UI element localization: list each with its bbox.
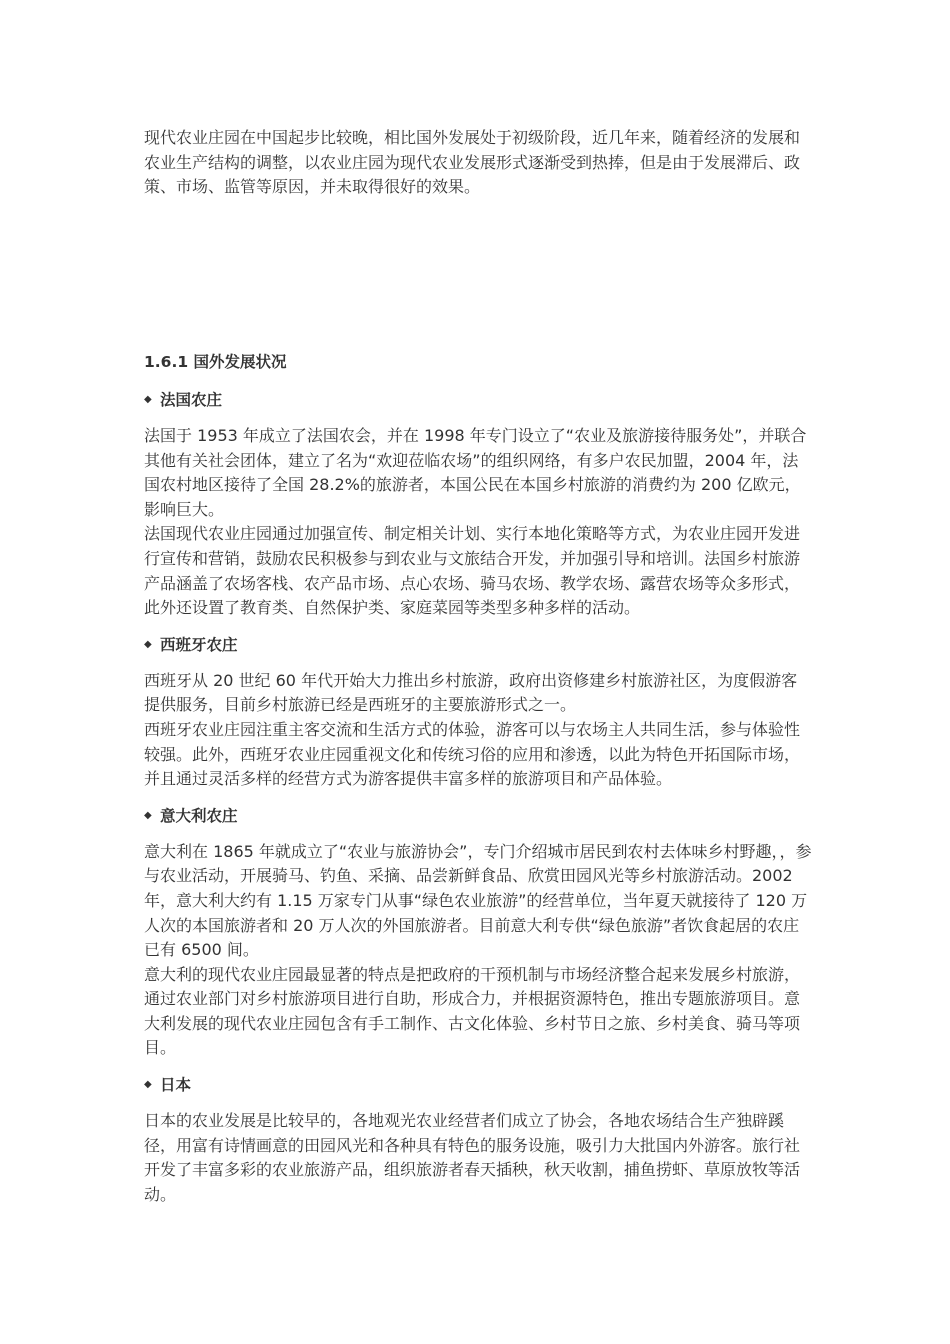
subsection-heading-spain: [144, 633, 812, 657]
paragraph: 西班牙农业庄园注重主客交流和生活方式的体验，游客可以与农场主人共同生活，参与体验性较强。此外，西班牙农业庄园重视文化和传统习俗的应用和渗透，以此为特色开拓国际市场，并且通过灵活多样的经营方式为游客提供丰富多样的旅游项目和产品体验。: [144, 719, 801, 789]
intro-paragraph: 现代农业庄园在中国起步比较晚，相比国外发展处于初级阶段，近几年来，随着经济的发展和农业生产结构的调整，以农业庄园为现代农业发展形式逐渐受到热捧，但是由于发展滞后、政策、市场、监管等原因，并未取得很好的效果。: [144, 128, 801, 197]
diamond-bullet-icon: ◆: [144, 809, 152, 821]
subsection-title: 意大利农庄: [160, 806, 238, 825]
subsection-title: 日本: [160, 1076, 192, 1095]
subsection-heading-japan: [144, 1073, 812, 1097]
section-japan: [144, 1073, 812, 1207]
subsection-heading-france: [144, 388, 812, 412]
paragraph: 西班牙从 20 世纪 60 年代开始大力推出乡村旅游，政府出资修建乡村旅游社区，为度假游客提供服务，目前乡村旅游已经是西班牙的主要旅游形式之一。: [144, 670, 798, 715]
diamond-bullet-icon: ◆: [144, 1079, 152, 1091]
paragraph: 法国现代农业庄园通过加强宣传、制定相关计划、实行本地化策略等方式，为农业庄园开发进行宣传和营销，鼓励农民积极参与到农业与文旅结合开发，并加强引导和培训。法国乡村旅游产品涵盖了农场客栈、农产品市场、点心农场、骑马农场、教学农场、露营农场等众多形式，此外还设置了教育类、自然保护类、家庭菜园等类型多种多样的活动。: [144, 524, 801, 618]
subsection-title: 法国农庄: [160, 391, 223, 409]
main-content: [144, 350, 812, 1219]
diamond-bullet-icon: ◆: [144, 638, 152, 650]
diamond-bullet-icon: ◆: [144, 394, 152, 405]
paragraph: 日本的农业发展是比较早的，各地观光农业经营者们成立了协会，各地农场结合生产独辟蹊径，用富有诗情画意的田园风光和各种具有特色的服务设施，吸引力大批国内外游客。旅行社开发了丰富多彩的农业旅游产品，组织旅游者春天插秧，秋天收割，捕鱼捞虾、草原放牧等活动。: [144, 1111, 801, 1204]
subsection-heading-italy: [144, 804, 812, 828]
section-france: [144, 388, 812, 621]
section-spain: [144, 633, 812, 792]
paragraph: 法国于 1953 年成立了法国农会，并在 1998 年专门设立了“农业及旅游接待服务处”，并联合其他有关社会团体，建立了名为“欢迎莅临农场”的组织网络，有多户农民加盟，2004 年，法国农村地区接待了全国 28.2%的旅游者，本国公民在本国乡村旅游的消费约为 200 亿欧元，影响巨大。: [144, 426, 807, 519]
subsection-title: 西班牙农庄: [160, 635, 238, 654]
paragraph: 意大利在 1865 年就成立了“农业与旅游协会”，专门介绍城市居民到农村去体味乡村野趣，，参与农业活动，开展骑马、钓鱼、采摘、品尝新鲜食品、欣赏田园风光等乡村旅游活动。2002 年，意大利大约有 1.15 万家专门从事“绿色农业旅游”的经营单位，当年夏天就接待了 120 万人次的本国旅游者和 20 万人次的外国旅游者。目前意大利专供“绿色旅游”者饮食起居的农庄已有 6500 间。: [144, 841, 812, 960]
section-italy: [144, 804, 812, 1061]
section-title: 1.6.1 国外发展状况: [144, 353, 287, 371]
paragraph: 意大利的现代农业庄园最显著的特点是把政府的干预机制与市场经济整合起来发展乡村旅游，通过农业部门对乡村旅游项目进行自助，形成合力，并根据资源特色，推出专题旅游项目。意大利发展的现代农业庄园包含有手工制作、古文化体验、乡村节日之旅、乡村美食、骑马等项目。: [144, 964, 801, 1058]
